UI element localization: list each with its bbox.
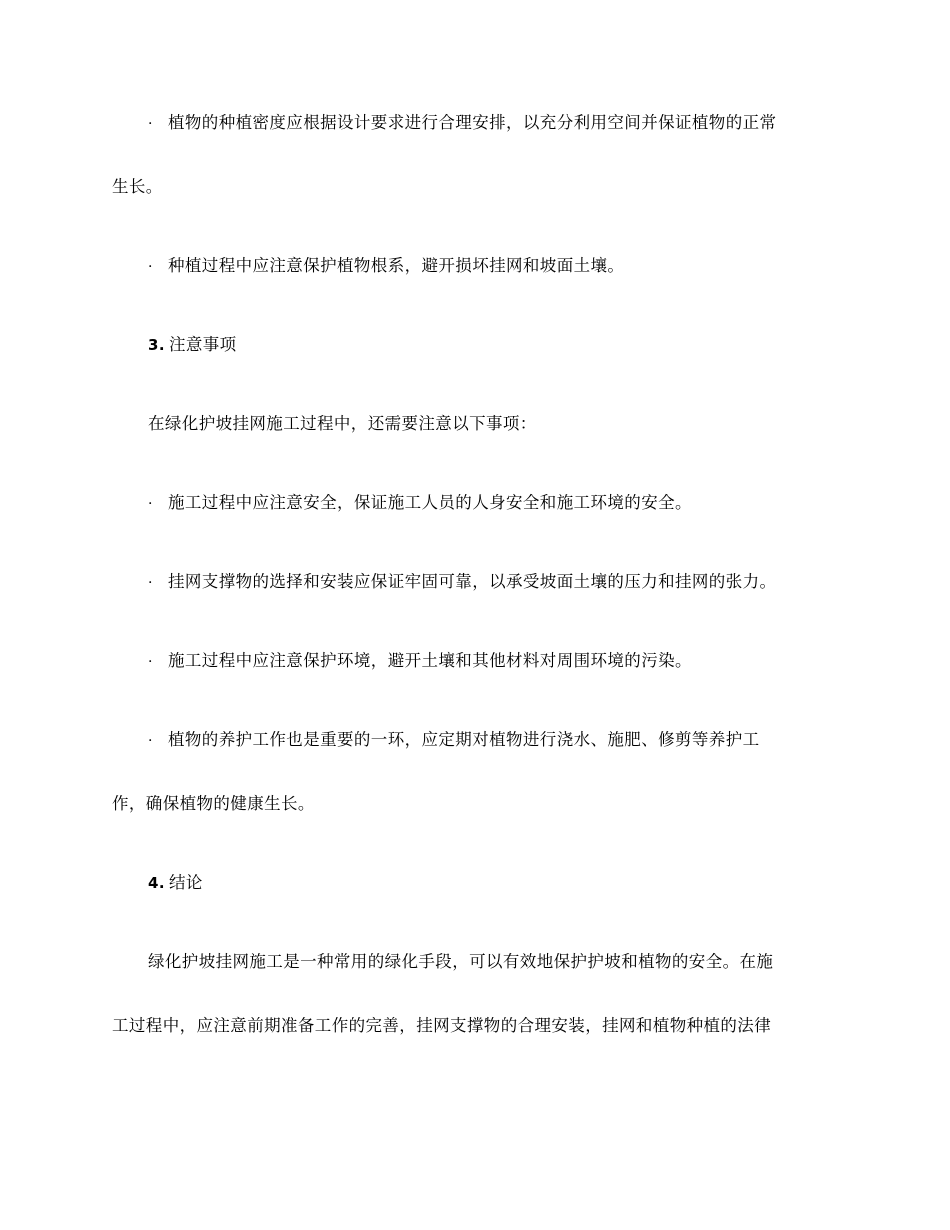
paragraph-text: 植物的种植密度应根据设计要求进行合理安排，以充分利用空间并保证植物的正常 bbox=[168, 113, 777, 132]
paragraph-text: 绿化护坡挂网施工是一种常用的绿化手段，可以有效地保护护坡和植物的安全。在施 bbox=[148, 952, 774, 971]
bullet-item-support bbox=[148, 570, 878, 595]
bullet-item-environment bbox=[148, 649, 878, 674]
bullet-dot: · bbox=[148, 496, 153, 512]
section-number: 3. bbox=[148, 336, 165, 354]
section-title: 注意事项 bbox=[168, 335, 237, 354]
paragraph-text: 挂网支撑物的选择和安装应保证牢固可靠，以承受坡面土壤的压力和挂网的张力。 bbox=[168, 572, 777, 591]
bullet-item-safety bbox=[148, 491, 878, 516]
paragraph-text: 施工过程中应注意保护环境，避开土壤和其他材料对周围环境的污染。 bbox=[168, 651, 692, 670]
bullet-dot: · bbox=[148, 733, 153, 749]
section-heading-precautions bbox=[148, 333, 878, 357]
paragraph-text: 生长。 bbox=[112, 177, 163, 196]
paragraph-continuation bbox=[112, 175, 842, 199]
paragraph-text: 在绿化护坡挂网施工过程中，还需要注意以下事项： bbox=[148, 414, 537, 433]
bullet-item-maintenance bbox=[148, 728, 878, 753]
section-title: 结论 bbox=[168, 873, 203, 892]
paragraph-text: 植物的养护工作也是重要的一环，应定期对植物进行浇水、施肥、修剪等养护工 bbox=[168, 730, 760, 749]
bullet-dot: · bbox=[148, 654, 153, 670]
bullet-dot: · bbox=[148, 116, 153, 132]
conclusion-paragraph bbox=[148, 950, 878, 974]
paragraph-continuation bbox=[112, 792, 842, 816]
bullet-dot: · bbox=[148, 575, 153, 591]
paragraph-text: 种植过程中应注意保护植物根系，避开损坏挂网和坡面土壤。 bbox=[168, 256, 625, 275]
paragraph-text: 作，确保植物的健康生长。 bbox=[112, 794, 315, 813]
paragraph-text: 施工过程中应注意安全，保证施工人员的人身安全和施工环境的安全。 bbox=[168, 493, 692, 512]
bullet-item-protect-roots bbox=[148, 254, 878, 279]
section-heading-conclusion bbox=[148, 871, 878, 895]
intro-paragraph bbox=[148, 412, 878, 436]
bullet-item-planting-density bbox=[148, 111, 878, 136]
section-number: 4. bbox=[148, 874, 165, 892]
paragraph-continuation bbox=[112, 1014, 842, 1038]
paragraph-text: 工过程中，应注意前期准备工作的完善，挂网支撑物的合理安装，挂网和植物种植的法律 bbox=[112, 1016, 772, 1035]
bullet-dot: · bbox=[148, 259, 153, 275]
